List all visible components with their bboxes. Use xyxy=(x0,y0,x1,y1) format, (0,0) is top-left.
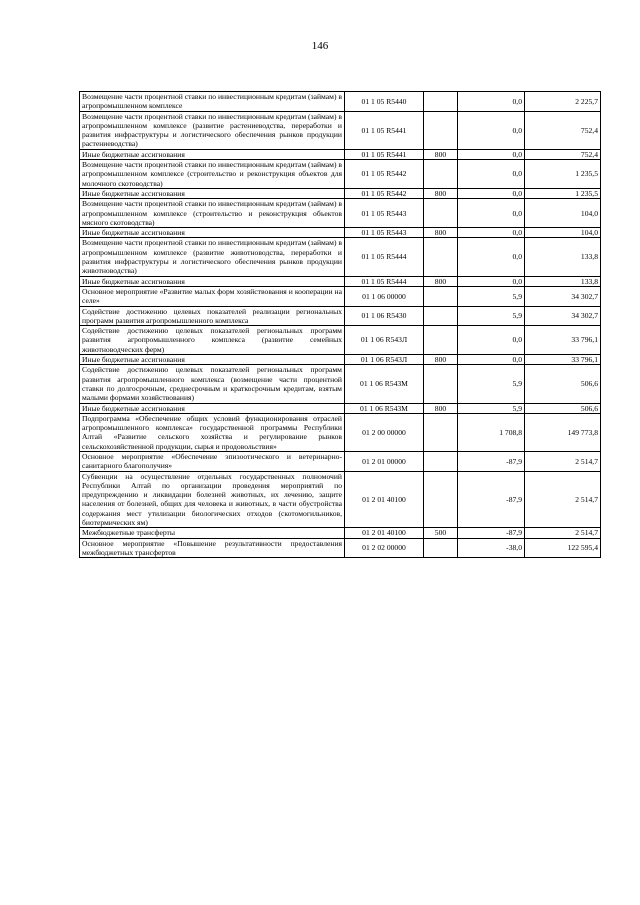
total-amount-cell: 34 302,7 xyxy=(525,306,601,326)
total-amount-cell: 122 595,4 xyxy=(525,538,601,558)
table-body xyxy=(80,92,601,558)
target-code-cell: 01 1 06 R543М xyxy=(345,365,424,403)
change-amount-cell: 5,9 xyxy=(458,365,525,403)
expense-type-cell: 800 xyxy=(424,276,458,286)
total-amount-cell: 33 796,1 xyxy=(525,355,601,365)
item-name-cell: Возмещение части процентной ставки по инвестиционным кредитам (займам) в агропромышленном комплексе (развитие растениеводства, переработки и развития инфраструктуры и логистического обеспечения рынков продукции растениеводства) xyxy=(80,111,345,149)
total-amount-cell: 33 796,1 xyxy=(525,326,601,355)
target-code-cell: 01 1 06 R543М xyxy=(345,403,424,413)
expense-type-cell xyxy=(424,471,458,528)
table-row xyxy=(80,538,601,558)
table-row xyxy=(80,451,601,471)
change-amount-cell: 0,0 xyxy=(458,199,525,228)
item-name-cell: Межбюджетные трансферты xyxy=(80,528,345,538)
target-code-cell: 01 2 01 00000 xyxy=(345,451,424,471)
item-name-cell: Субвенции на осуществление отдельных государственных полномочий Республики Алтай по организации проведения мероприятий по предупреждению и ликвидации болезней животных, их лечению, защите населения от болезней, общих для человека и животных, в части обустройства содержания мест утилизации биологических отходов (скотомогильников, биотермических ям) xyxy=(80,471,345,528)
total-amount-cell: 506,6 xyxy=(525,365,601,403)
item-name-cell: Иные бюджетные ассигнования xyxy=(80,188,345,198)
total-amount-cell: 2 514,7 xyxy=(525,471,601,528)
change-amount-cell: 0,0 xyxy=(458,276,525,286)
target-code-cell: 01 1 05 R5444 xyxy=(345,238,424,276)
change-amount-cell: 0,0 xyxy=(458,160,525,189)
target-code-cell: 01 1 05 R5441 xyxy=(345,111,424,149)
total-amount-cell: 133,8 xyxy=(525,276,601,286)
total-amount-cell: 752,4 xyxy=(525,149,601,159)
change-amount-cell: 0,0 xyxy=(458,149,525,159)
item-name-cell: Возмещение части процентной ставки по инвестиционным кредитам (займам) в агропромышленном комплексе (развитие животноводства, переработки и развития инфраструктуры и логистического обеспечения рынков продукции животноводства) xyxy=(80,238,345,276)
table-row xyxy=(80,413,601,451)
item-name-cell: Содействие достижению целевых показателей реализации региональных программ развития агропромышленного комплекса xyxy=(80,306,345,326)
item-name-cell: Основное мероприятие «Обеспечение эпизоотического и ветеринарно-санитарного благополучия» xyxy=(80,451,345,471)
item-name-cell: Возмещение части процентной ставки по инвестиционным кредитам (займам) в агропромышленном комплексе (строительство и реконструкция объектов мясного скотоводства) xyxy=(80,199,345,228)
table-row xyxy=(80,355,601,365)
total-amount-cell: 2 514,7 xyxy=(525,528,601,538)
table-row xyxy=(80,160,601,189)
total-amount-cell: 104,0 xyxy=(525,199,601,228)
item-name-cell: Подпрограмма «Обеспечение общих условий функционирования отраслей агропромышленного комплекса» государственной программы Республики Алтай «Развитие сельского хозяйства и регулирование рынков сельскохозяйственной продукции, сырья и продовольствия» xyxy=(80,413,345,451)
page-number: 146 xyxy=(311,40,329,52)
target-code-cell: 01 2 01 40100 xyxy=(345,528,424,538)
total-amount-cell: 133,8 xyxy=(525,238,601,276)
item-name-cell: Содействие достижению целевых показателей региональных программ развития агропромышленного комплекса (возмещение части процентной ставки по долгосрочным, среднесрочным и краткосрочным кредитам, взятым малыми формами хозяйствования) xyxy=(80,365,345,403)
expense-type-cell xyxy=(424,365,458,403)
total-amount-cell: 506,6 xyxy=(525,403,601,413)
table-row xyxy=(80,306,601,326)
expense-type-cell: 800 xyxy=(424,149,458,159)
target-code-cell: 01 1 05 R5441 xyxy=(345,149,424,159)
change-amount-cell: -38,0 xyxy=(458,538,525,558)
change-amount-cell: 0,0 xyxy=(458,326,525,355)
table-row xyxy=(80,403,601,413)
expense-type-cell xyxy=(424,199,458,228)
change-amount-cell: -87,9 xyxy=(458,451,525,471)
expense-type-cell xyxy=(424,326,458,355)
table-row xyxy=(80,228,601,238)
change-amount-cell: 0,0 xyxy=(458,228,525,238)
table-row xyxy=(80,471,601,528)
expense-type-cell xyxy=(424,92,458,112)
change-amount-cell: 0,0 xyxy=(458,92,525,112)
table-row xyxy=(80,92,601,112)
item-name-cell: Содействие достижению целевых показателей региональных программ развития агропромышленного комплекса (развитие семейных животноводческих ферм) xyxy=(80,326,345,355)
expense-type-cell xyxy=(424,451,458,471)
target-code-cell: 01 1 05 R5444 xyxy=(345,276,424,286)
change-amount-cell: -87,9 xyxy=(458,471,525,528)
expense-type-cell xyxy=(424,286,458,306)
expense-type-cell xyxy=(424,413,458,451)
change-amount-cell: -87,9 xyxy=(458,528,525,538)
table-row xyxy=(80,188,601,198)
expense-type-cell xyxy=(424,538,458,558)
target-code-cell: 01 1 06 00000 xyxy=(345,286,424,306)
table-row xyxy=(80,238,601,276)
total-amount-cell: 2 225,7 xyxy=(525,92,601,112)
change-amount-cell: 5,9 xyxy=(458,403,525,413)
item-name-cell: Иные бюджетные ассигнования xyxy=(80,149,345,159)
target-code-cell: 01 1 05 R5440 xyxy=(345,92,424,112)
item-name-cell: Основное мероприятие «Повышение результативности предоставления межбюджетных трансфертов xyxy=(80,538,345,558)
expense-type-cell: 800 xyxy=(424,355,458,365)
item-name-cell: Возмещение части процентной ставки по инвестиционным кредитам (займам) в агропромышленном комплексе (строительство и реконструкция объектов для молочного скотоводства) xyxy=(80,160,345,189)
budget-table xyxy=(79,91,601,558)
table-row xyxy=(80,286,601,306)
target-code-cell: 01 2 02 00000 xyxy=(345,538,424,558)
table-row xyxy=(80,149,601,159)
change-amount-cell: 5,9 xyxy=(458,286,525,306)
total-amount-cell: 1 235,5 xyxy=(525,188,601,198)
table-row xyxy=(80,326,601,355)
change-amount-cell: 0,0 xyxy=(458,188,525,198)
table-row xyxy=(80,365,601,403)
expense-type-cell: 800 xyxy=(424,403,458,413)
item-name-cell: Иные бюджетные ассигнования xyxy=(80,228,345,238)
item-name-cell: Иные бюджетные ассигнования xyxy=(80,276,345,286)
expense-type-cell xyxy=(424,111,458,149)
total-amount-cell: 752,4 xyxy=(525,111,601,149)
target-code-cell: 01 2 01 40100 xyxy=(345,471,424,528)
change-amount-cell: 0,0 xyxy=(458,238,525,276)
change-amount-cell: 0,0 xyxy=(458,111,525,149)
target-code-cell: 01 1 05 R5442 xyxy=(345,160,424,189)
expense-type-cell: 800 xyxy=(424,228,458,238)
total-amount-cell: 34 302,7 xyxy=(525,286,601,306)
target-code-cell: 01 2 00 00000 xyxy=(345,413,424,451)
target-code-cell: 01 1 05 R5442 xyxy=(345,188,424,198)
item-name-cell: Основное мероприятие «Развитие малых форм хозяйствования и кооперации на селе» xyxy=(80,286,345,306)
table-row xyxy=(80,528,601,538)
target-code-cell: 01 1 06 R543Л xyxy=(345,326,424,355)
expense-type-cell xyxy=(424,160,458,189)
expense-type-cell: 800 xyxy=(424,188,458,198)
item-name-cell: Возмещение части процентной ставки по инвестиционным кредитам (займам) в агропромышленном комплексе xyxy=(80,92,345,112)
total-amount-cell: 1 235,5 xyxy=(525,160,601,189)
target-code-cell: 01 1 06 R5430 xyxy=(345,306,424,326)
expense-type-cell: 500 xyxy=(424,528,458,538)
total-amount-cell: 104,0 xyxy=(525,228,601,238)
total-amount-cell: 2 514,7 xyxy=(525,451,601,471)
total-amount-cell: 149 773,8 xyxy=(525,413,601,451)
table-row xyxy=(80,276,601,286)
table-row xyxy=(80,111,601,149)
item-name-cell: Иные бюджетные ассигнования xyxy=(80,355,345,365)
change-amount-cell: 1 708,8 xyxy=(458,413,525,451)
target-code-cell: 01 1 06 R543Л xyxy=(345,355,424,365)
target-code-cell: 01 1 05 R5443 xyxy=(345,199,424,228)
target-code-cell: 01 1 05 R5443 xyxy=(345,228,424,238)
expense-type-cell xyxy=(424,306,458,326)
item-name-cell: Иные бюджетные ассигнования xyxy=(80,403,345,413)
change-amount-cell: 0,0 xyxy=(458,355,525,365)
table-row xyxy=(80,199,601,228)
expense-type-cell xyxy=(424,238,458,276)
change-amount-cell: 5,9 xyxy=(458,306,525,326)
